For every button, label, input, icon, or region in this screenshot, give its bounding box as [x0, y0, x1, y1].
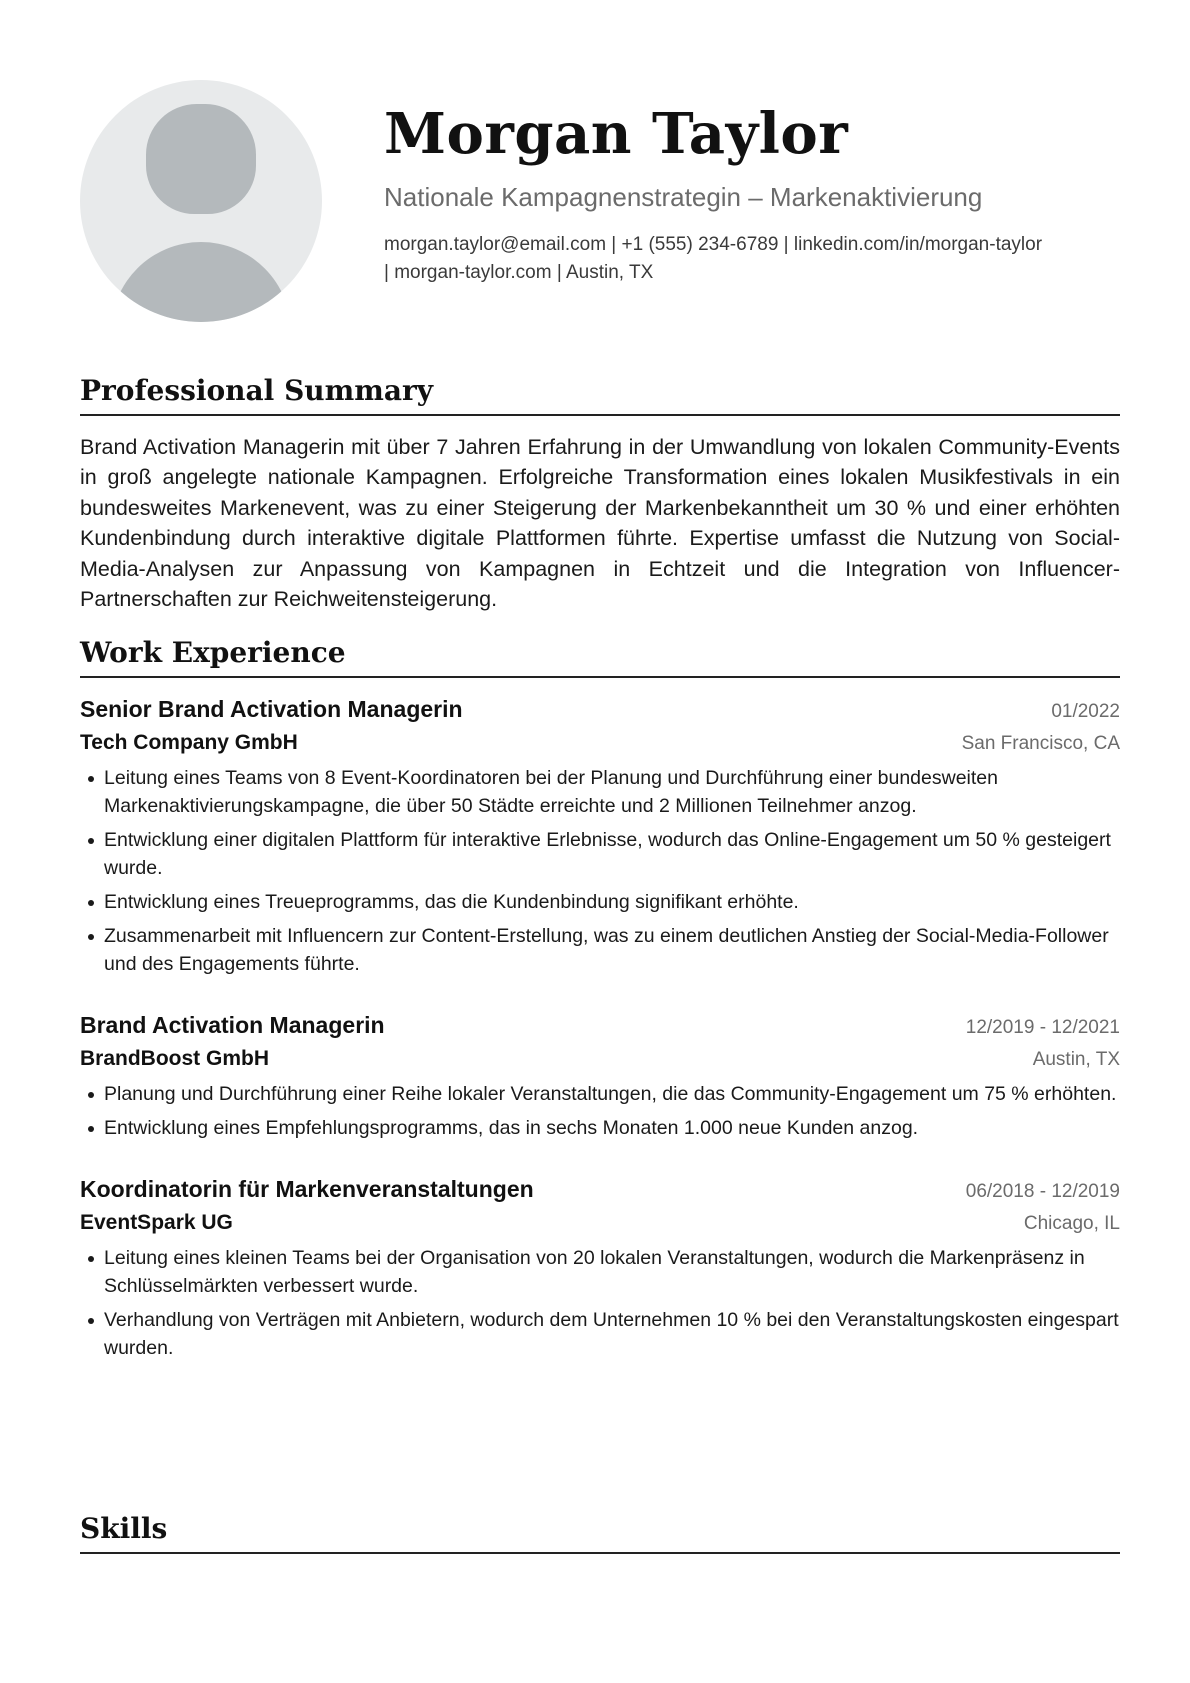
job-bullets: [80, 764, 1120, 978]
job-title: Brand Activation Managerin: [80, 1011, 385, 1038]
experience-heading: Work Experience: [80, 636, 1120, 678]
skills-heading: Skills: [80, 1512, 1120, 1554]
job-entry: [80, 1172, 1120, 1362]
job-location: Chicago, IL: [1023, 1212, 1120, 1234]
candidate-headline: Nationale Kampagnenstrategin – Markenaktivierung: [384, 181, 983, 212]
bullet-item: [80, 1114, 1120, 1142]
job-company: BrandBoost GmbH: [80, 1046, 269, 1070]
resume-header: [384, 101, 1124, 287]
avatar-head-shape: [146, 104, 256, 214]
job-bullets: [80, 1080, 1120, 1142]
contact-line-2: | morgan-taylor.com | Austin, TX: [384, 261, 654, 283]
contact-info: [384, 231, 1124, 287]
summary-heading: Professional Summary: [80, 374, 1120, 416]
bullet-dot-icon: [88, 838, 94, 844]
candidate-name: Morgan Taylor: [384, 101, 849, 167]
bullet-dot-icon: [88, 776, 94, 782]
contact-line-1: morgan.taylor@email.com | +1 (555) 234-6789 | linkedin.com/in/morgan-taylor: [384, 233, 1043, 255]
bullet-dot-icon: [88, 1256, 94, 1262]
job-company: EventSpark UG: [80, 1210, 233, 1234]
bullet-item: [80, 1080, 1120, 1108]
skills-section: [80, 1512, 1120, 1554]
bullet-dot-icon: [88, 1092, 94, 1098]
bullet-item: [80, 1244, 1120, 1300]
job-company-row: [80, 1042, 1120, 1076]
bullet-item: [80, 764, 1120, 820]
job-location: San Francisco, CA: [961, 732, 1120, 754]
bullet-text: Verhandlung von Verträgen mit Anbietern, wodurch dem Unternehmen 10 % bei den Veranstaltungskosten eingespart wurden.: [104, 1308, 1119, 1359]
job-location: Austin, TX: [1032, 1048, 1120, 1070]
avatar-body-shape: [111, 242, 291, 322]
job-date: 01/2022: [1051, 700, 1120, 722]
job-date: 12/2019 - 12/2021: [965, 1016, 1120, 1038]
job-bullets: [80, 1244, 1120, 1362]
job-company-row: [80, 1206, 1120, 1240]
job-company-row: [80, 726, 1120, 760]
bullet-text: Zusammenarbeit mit Influencern zur Content-Erstellung, was zu einem deutlichen Anstieg der Social-Media-Follower und des Engagements führte.: [104, 924, 1109, 975]
job-entry: [80, 692, 1120, 978]
bullet-item: [80, 888, 1120, 916]
bullet-item: [80, 826, 1120, 882]
bullet-text: Leitung eines Teams von 8 Event-Koordinatoren bei der Planung und Durchführung einer bundesweiten Markenaktivierungskampagne, die über 50 Städte erreichte und 2 Millionen Teilnehmer anzog.: [104, 766, 998, 817]
bullet-text: Entwicklung eines Treueprogramms, das die Kundenbindung signifikant erhöhte.: [104, 890, 799, 913]
job-title-row: [80, 1008, 1120, 1042]
job-title-row: [80, 1172, 1120, 1206]
bullet-text: Entwicklung eines Empfehlungsprogramms, das in sechs Monaten 1.000 neue Kunden anzog.: [104, 1116, 919, 1139]
summary-section: [80, 374, 1120, 615]
bullet-item: [80, 1306, 1120, 1362]
job-title-row: [80, 692, 1120, 726]
job-title: Senior Brand Activation Managerin: [80, 695, 463, 722]
bullet-dot-icon: [88, 1318, 94, 1324]
avatar-placeholder-icon: [80, 80, 322, 322]
bullet-text: Entwicklung einer digitalen Plattform für interaktive Erlebnisse, wodurch das Online-Engagement um 50 % gesteigert wurde.: [104, 828, 1111, 879]
bullet-dot-icon: [88, 1126, 94, 1132]
bullet-text: Planung und Durchführung einer Reihe lokaler Veranstaltungen, die das Community-Engagement um 75 % erhöhten.: [104, 1082, 1117, 1105]
bullet-dot-icon: [88, 934, 94, 940]
job-company: Tech Company GmbH: [80, 730, 298, 754]
bullet-text: Leitung eines kleinen Teams bei der Organisation von 20 lokalen Veranstaltungen, wodurch die Markenpräsenz in Schlüsselmärkten verbessert wurde.: [104, 1246, 1085, 1297]
bullet-item: [80, 922, 1120, 978]
job-entry: [80, 1008, 1120, 1142]
job-title: Koordinatorin für Markenveranstaltungen: [80, 1175, 534, 1202]
summary-text: Brand Activation Managerin mit über 7 Jahren Erfahrung in der Umwandlung von lokalen Community-Events in groß angelegte nationale Kampagnen. Erfolgreiche Transformation eines lokalen Musikfestivals in ein bundesweites Markenevent, was zu einer Steigerung der Markenbekanntheit um 30 % und einer erhöhten Kundenbindung durch interaktive digitale Plattformen führte. Expertise umfasst die Nutzung von Social-Media-Analysen zur Anpassung von Kampagnen in Echtzeit und die Integration von Influencer-Partnerschaften zur Reichweitensteigerung.: [80, 434, 1120, 612]
experience-section: [80, 636, 1120, 1368]
bullet-dot-icon: [88, 900, 94, 906]
job-date: 06/2018 - 12/2019: [965, 1180, 1120, 1202]
